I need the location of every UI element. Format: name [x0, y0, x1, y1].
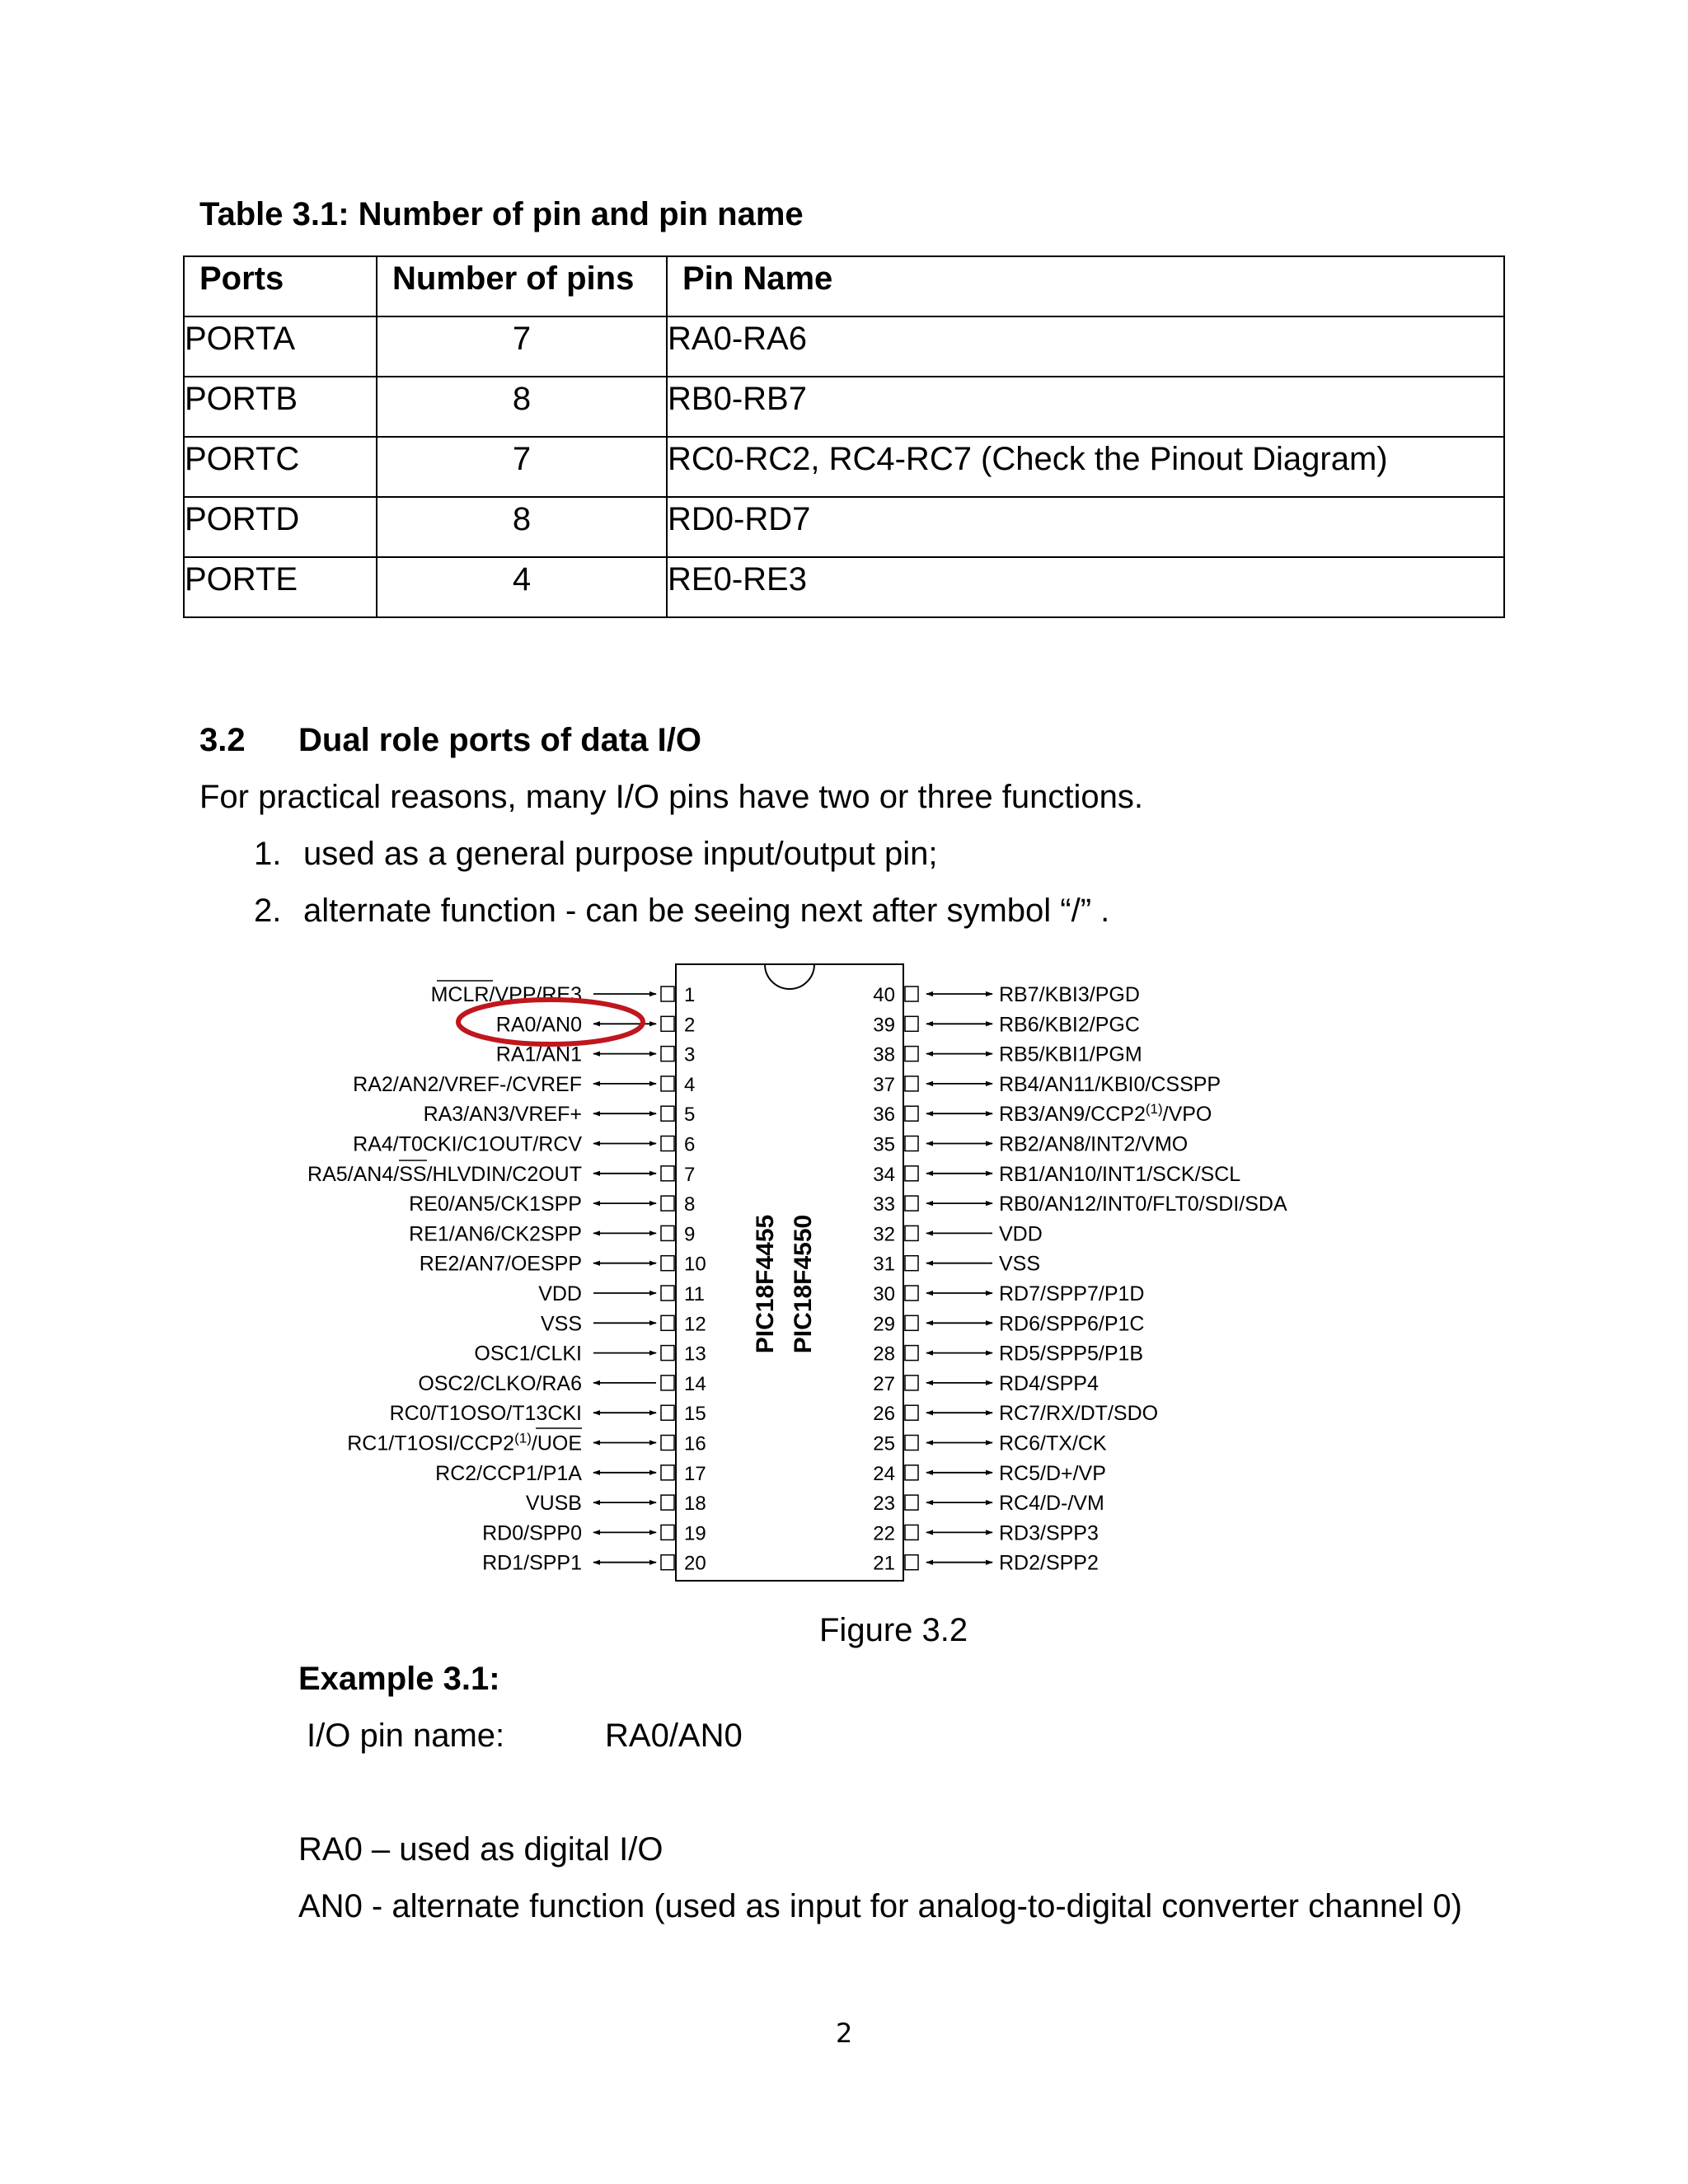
pin-box — [905, 1137, 918, 1151]
section-intro: For practical reasons, many I/O pins have two or three functions. — [199, 779, 1143, 815]
pin-30 — [873, 1282, 1144, 1305]
pin-number: 24 — [873, 1462, 895, 1485]
pin-box — [905, 1166, 918, 1181]
pin-label: RC6/TX/CK — [999, 1432, 1107, 1455]
pin-label: RD4/SPP4 — [999, 1371, 1099, 1395]
cell-pin-name: RE0-RE3 — [667, 557, 1504, 617]
pin-box — [661, 987, 674, 1001]
header-pin-name: Pin Name — [667, 256, 1504, 316]
pin-16 — [347, 1431, 706, 1455]
pin-box — [905, 1465, 918, 1480]
pin-number: 7 — [684, 1163, 696, 1186]
pin-1 — [431, 983, 696, 1006]
pin-label: RD3/SPP3 — [999, 1521, 1099, 1545]
pin-box — [661, 1346, 674, 1361]
pin-box — [905, 1286, 918, 1301]
pin-number: 11 — [684, 1283, 705, 1305]
pin-box — [661, 1076, 674, 1091]
pin-number: 39 — [873, 1014, 895, 1037]
pin-box — [661, 1256, 674, 1271]
cell-port: PORTE — [184, 557, 377, 617]
pin-5 — [424, 1103, 696, 1126]
pin-35 — [873, 1133, 1188, 1156]
cell-count: 8 — [377, 497, 667, 557]
pin-label: MCLR/VPP/RE3 — [430, 983, 582, 1006]
pin-label: RD5/SPP5/P1B — [999, 1342, 1144, 1366]
list-number: 2. — [254, 893, 282, 929]
pin-number: 27 — [873, 1372, 895, 1395]
pin-7 — [307, 1163, 695, 1186]
pin-label: RC4/D-/VM — [999, 1492, 1104, 1516]
pin-label: RE2/AN7/OESPP — [419, 1252, 582, 1276]
pin-number: 13 — [684, 1343, 706, 1366]
pin-label: RC1/T1OSI/CCP2$^{(1)}$/UOE — [347, 1430, 582, 1455]
pin-label: RB3/AN9/CCP2$^{(1)}$/VPO — [999, 1101, 1212, 1127]
pin-number: 31 — [873, 1253, 895, 1276]
page-number: 2 — [836, 2018, 853, 2049]
pin-6 — [353, 1133, 695, 1156]
pin-38 — [873, 1043, 1142, 1066]
pin-number: 9 — [684, 1223, 696, 1246]
section-title: Dual role ports of data I/O — [298, 722, 701, 758]
pin-23 — [873, 1492, 1104, 1515]
pin-box — [661, 1137, 674, 1151]
example-line-1: RA0 – used as digital I/O — [298, 1831, 663, 1868]
pin-label: RC0/T1OSO/T13CKI — [389, 1402, 582, 1426]
pin-label: OSC1/CLKI — [474, 1342, 582, 1366]
pin-label: RB7/KBI3/PGD — [999, 983, 1140, 1006]
pin-number: 12 — [684, 1313, 706, 1336]
pin-box — [905, 1106, 918, 1121]
pin-20 — [482, 1552, 706, 1575]
pin-label: RB4/AN11/KBI0/CSSPP — [999, 1072, 1221, 1096]
pin-25 — [873, 1432, 1107, 1455]
pin-number: 25 — [873, 1432, 895, 1455]
cell-pin-name: RD0-RD7 — [667, 497, 1504, 557]
pin-box — [661, 1555, 674, 1570]
pin-label: RE1/AN6/CK2SPP — [409, 1222, 582, 1246]
pin-label: OSC2/CLKO/RA6 — [418, 1371, 582, 1395]
pin-label: RB2/AN8/INT2/VMO — [999, 1132, 1189, 1156]
pin-number: 40 — [873, 984, 895, 1006]
pin-box — [905, 1315, 918, 1330]
header-number-of-pins: Number of pins — [377, 256, 667, 316]
pin-label: RB1/AN10/INT1/SCK/SCL — [999, 1162, 1241, 1186]
pin-label: RD6/SPP6/P1C — [999, 1312, 1145, 1336]
pin-number: 23 — [873, 1493, 895, 1516]
cell-port: PORTA — [184, 316, 377, 377]
pin-number: 2 — [684, 1014, 696, 1037]
pin-number: 5 — [684, 1104, 696, 1127]
pin-label: RD2/SPP2 — [999, 1551, 1099, 1575]
pin-box — [905, 1405, 918, 1420]
pin-label: RA1/AN1 — [495, 1043, 582, 1066]
pin-number: 8 — [684, 1193, 696, 1216]
pin-box — [905, 1226, 918, 1240]
header-ports: Ports — [184, 256, 377, 316]
pin-label: VUSB — [525, 1492, 582, 1516]
example-pin-value: RA0/AN0 — [605, 1718, 743, 1754]
section-number: 3.2 — [199, 722, 246, 758]
pin-number: 15 — [684, 1403, 706, 1426]
pin-label: RD0/SPP0 — [482, 1521, 582, 1545]
pin-26 — [873, 1402, 1158, 1425]
pin-number: 4 — [684, 1073, 696, 1096]
cell-count: 7 — [377, 316, 667, 377]
pin-number: 26 — [873, 1403, 895, 1426]
pin-label: RA2/AN2/VREF-/CVREF — [353, 1072, 582, 1096]
pin-number: 20 — [684, 1552, 706, 1575]
pin-box — [905, 1346, 918, 1361]
pin-box — [905, 1555, 918, 1570]
pin-box — [905, 1525, 918, 1540]
pin-number: 18 — [684, 1493, 706, 1516]
pin-label: VSS — [999, 1252, 1041, 1276]
list-number: 1. — [254, 836, 282, 872]
pin-39 — [873, 1013, 1140, 1036]
pin-box — [905, 1376, 918, 1390]
pin-box — [661, 1405, 674, 1420]
pin-4 — [353, 1073, 695, 1096]
cell-port: PORTD — [184, 497, 377, 557]
pin-number: 37 — [873, 1073, 895, 1096]
pin-box — [905, 987, 918, 1001]
pin-24 — [873, 1462, 1106, 1485]
pin-number: 34 — [873, 1163, 895, 1186]
pin-28 — [873, 1343, 1143, 1366]
pin-number: 3 — [684, 1043, 696, 1066]
pin-label: RC5/D+/VP — [999, 1461, 1106, 1485]
pin-number: 21 — [873, 1552, 895, 1575]
pin-label: RA5/AN4/SS/HLVDIN/C2OUT — [307, 1162, 582, 1186]
pin-label: RD1/SPP1 — [482, 1551, 582, 1575]
pin-label: RA0/AN0 — [495, 1013, 582, 1037]
pin-box — [661, 1106, 674, 1121]
example-title: Example 3.1: — [298, 1661, 500, 1697]
example-line-2: AN0 - alternate function (used as input for analog-to-digital converter channel 0) — [298, 1888, 1462, 1924]
pin-box — [905, 1436, 918, 1451]
cell-port: PORTB — [184, 377, 377, 437]
pin-number: 33 — [873, 1193, 895, 1216]
pin-9 — [409, 1222, 695, 1245]
pin-number: 28 — [873, 1343, 895, 1366]
cell-pin-name: RC0-RC2, RC4-RC7 (Check the Pinout Diagram) — [667, 437, 1504, 497]
pin-label: RE0/AN5/CK1SPP — [409, 1193, 582, 1216]
cell-pin-name: RA0-RA6 — [667, 316, 1504, 377]
pin-label: VSS — [540, 1312, 582, 1336]
pin-14 — [418, 1372, 706, 1395]
pin-number: 1 — [684, 984, 696, 1006]
pin-15 — [390, 1402, 706, 1425]
example-pin-label: I/O pin name: — [307, 1718, 505, 1754]
pin-box — [905, 1076, 918, 1091]
pin-box — [661, 1196, 674, 1211]
pin-box — [661, 1166, 674, 1181]
pin-box — [905, 1196, 918, 1211]
pin-22 — [873, 1521, 1099, 1544]
cell-count: 4 — [377, 557, 667, 617]
pin-number: 32 — [873, 1223, 895, 1246]
pin-box — [661, 1315, 674, 1330]
pin-27 — [873, 1372, 1099, 1395]
pin-label: RD7/SPP7/P1D — [999, 1282, 1145, 1305]
pin-number: 35 — [873, 1133, 895, 1156]
pin-3 — [496, 1043, 696, 1066]
pin-box — [661, 1465, 674, 1480]
pin-box — [661, 1226, 674, 1240]
figure-caption: Figure 3.2 — [819, 1612, 968, 1648]
pin-10 — [420, 1253, 706, 1276]
chip-name: PIC18F4550 — [790, 1214, 817, 1354]
pin-label: RB6/KBI2/PGC — [999, 1013, 1140, 1037]
pin-box — [661, 1047, 674, 1062]
pin-37 — [873, 1073, 1221, 1096]
pin-2 — [496, 1013, 696, 1036]
pin-label: RC2/CCP1/P1A — [435, 1461, 582, 1485]
list-item: alternate function - can be seeing next after symbol “/” . — [303, 893, 1110, 929]
pin-number: 17 — [684, 1462, 706, 1485]
pin-number: 36 — [873, 1104, 895, 1127]
cell-count: 8 — [377, 377, 667, 437]
pin-box — [661, 1016, 674, 1031]
table-caption: Table 3.1: Number of pin and pin name — [199, 196, 804, 232]
chip-name: PIC18F4455 — [752, 1214, 779, 1354]
pin-label: RB5/KBI1/PGM — [999, 1043, 1142, 1066]
pin-33 — [873, 1193, 1287, 1216]
list-item: used as a general purpose input/output pin; — [303, 836, 938, 872]
pin-label: RC7/RX/DT/SDO — [999, 1402, 1159, 1426]
pin-box — [661, 1436, 674, 1451]
cell-pin-name: RB0-RB7 — [667, 377, 1504, 437]
cell-port: PORTC — [184, 437, 377, 497]
pin-box — [905, 1256, 918, 1271]
pin-number: 22 — [873, 1522, 895, 1545]
pin-8 — [409, 1193, 695, 1216]
pin-label: RB0/AN12/INT0/FLT0/SDI/SDA — [999, 1193, 1287, 1216]
pin-number: 10 — [684, 1253, 706, 1276]
pin-label: VDD — [538, 1282, 582, 1305]
pin-29 — [873, 1312, 1144, 1335]
pin-34 — [873, 1163, 1240, 1186]
pin-40 — [873, 983, 1140, 1006]
pin-label: RA3/AN3/VREF+ — [423, 1103, 582, 1127]
pin-number: 30 — [873, 1283, 895, 1305]
pin-box — [661, 1286, 674, 1301]
pin-box — [905, 1495, 918, 1510]
pin-number: 38 — [873, 1043, 895, 1066]
pin-number: 6 — [684, 1133, 696, 1156]
pin-19 — [482, 1521, 706, 1544]
cell-count: 7 — [377, 437, 667, 497]
pin-box — [661, 1376, 674, 1390]
pin-box — [905, 1016, 918, 1031]
pin-17 — [435, 1462, 706, 1485]
pin-box — [661, 1525, 674, 1540]
pin-number: 14 — [684, 1372, 706, 1395]
pin-number: 19 — [684, 1522, 706, 1545]
pin-13 — [474, 1343, 706, 1366]
pin-box — [905, 1047, 918, 1062]
pin-number: 29 — [873, 1313, 895, 1336]
pin-21 — [873, 1552, 1099, 1575]
pin-label: VDD — [999, 1222, 1043, 1246]
pin-box — [661, 1495, 674, 1510]
pin-36 — [873, 1101, 1212, 1126]
pin-label: RA4/T0CKI/C1OUT/RCV — [353, 1132, 582, 1156]
pin-number: 16 — [684, 1432, 706, 1455]
